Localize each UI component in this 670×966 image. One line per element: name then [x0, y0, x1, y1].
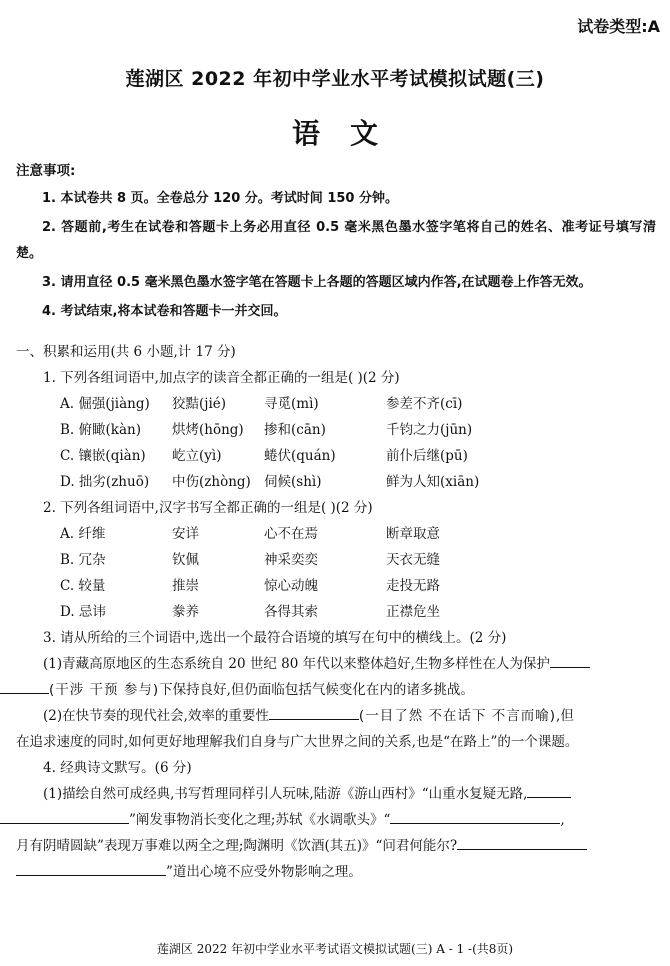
answer-blank[interactable]	[0, 809, 129, 824]
sentence-text: ”道出心境不应受外物影响之理。	[166, 864, 362, 880]
option-cell: 千钧之力(jūn)	[386, 422, 473, 438]
notice-item-4: 4. 考试结束,将本试卷和答题卡一并交回。	[42, 304, 287, 319]
option-cell: 心不在焉	[264, 526, 318, 542]
answer-blank[interactable]	[269, 705, 359, 720]
option-cell: 惊心动魄	[264, 578, 318, 594]
subject-title: 语文	[291, 117, 408, 150]
option-cell: 中伤(zhòng)	[172, 474, 251, 490]
answer-blank[interactable]	[457, 835, 587, 850]
option-row	[60, 443, 656, 469]
option-cell: A. 倔强(jiàng)	[60, 396, 150, 412]
paper-type-label: 试卷类型:A	[577, 17, 660, 36]
question-3	[16, 625, 656, 755]
word-choices: (一目了然 不在话下 不言而喻)	[358, 708, 557, 724]
sentence-text: (2)在快节奏的现代社会,效率的重要性	[43, 708, 269, 724]
option-cell: 钦佩	[172, 552, 199, 568]
option-cell: 安详	[172, 526, 199, 542]
option-cell: B. 俯瞰(kàn)	[60, 422, 141, 438]
answer-blank[interactable]	[550, 653, 590, 668]
question-stem: 3. 请从所给的三个词语中,选出一个最符合语境的填写在句中的横线上。(2 分)	[43, 630, 507, 646]
option-cell: 狡黠(jié)	[172, 396, 227, 412]
option-cell: 各得其索	[264, 604, 318, 620]
option-cell: D. 忌讳	[60, 604, 106, 620]
answer-blank[interactable]	[527, 783, 571, 798]
answer-blank[interactable]	[390, 809, 560, 824]
option-row	[60, 469, 656, 495]
poetry-recitation	[16, 781, 656, 833]
notice-item-1: 1. 本试卷共 8 页。全卷总分 120 分。考试时间 150 分钟。	[42, 191, 398, 206]
poetry-recitation-end	[16, 859, 656, 885]
question-stem: 1. 下列各组词语中,加点字的读音全都正确的一组是( )(2 分)	[43, 370, 400, 386]
option-row	[60, 573, 656, 599]
page-footer: 莲湖区 2022 年初中学业水平考试语文模拟试题(三) A - 1 -(共8页)	[156, 942, 514, 956]
option-cell: C. 镶嵌(qiàn)	[60, 448, 146, 464]
option-cell: 寻觅(mì)	[264, 396, 319, 412]
option-cell: 鲜为人知(xiān)	[386, 474, 480, 490]
option-cell: 豢养	[172, 604, 199, 620]
option-cell: 前仆后继(pū)	[386, 448, 468, 464]
question-4	[16, 755, 656, 885]
answer-blank[interactable]	[16, 861, 166, 876]
section-heading: 一、积累和运用(共 6 小题,计 17 分)	[16, 344, 236, 360]
option-row	[60, 417, 656, 443]
sentence-text: (1)描绘自然可成经典,书写哲理同样引人玩味,陆游《游山西村》“山重水复疑无路,	[43, 786, 528, 802]
option-cell: B. 冗杂	[60, 552, 106, 568]
option-cell: 神采奕奕	[264, 552, 318, 568]
notice-item-3: 3. 请用直径 0.5 毫米黑色墨水签字笔在答题卡上各题的答题区域内作答,在试题卷上作答无效。	[42, 275, 592, 290]
question-2	[16, 495, 656, 625]
question-stem: 2. 下列各组词语中,汉字书写全都正确的一组是( )(2 分)	[43, 500, 373, 516]
option-cell: 屹立(yì)	[172, 448, 222, 464]
sentence-text: ,但	[556, 708, 574, 724]
exam-title: 莲湖区 2022 年初中学业水平考试模拟试题(三)	[125, 68, 545, 90]
option-cell: 推崇	[172, 578, 199, 594]
word-choices: (干涉 干预 参与)	[49, 682, 160, 698]
option-cell: 天衣无缝	[386, 552, 440, 568]
question-1	[16, 365, 656, 495]
option-cell: 掺和(cān)	[264, 422, 326, 438]
option-row	[60, 521, 656, 547]
sentence-text: 月有阴晴圆缺”表现万事难以两全之理;陶渊明《饮酒(其五)》“问君何能尔?	[16, 838, 458, 854]
sentence-text: 下保持良好,但仍面临包括气候变化在内的诸多挑战。	[159, 682, 474, 698]
notice-item-2: 2. 答题前,考生在试卷和答题卡上务必用直径 0.5 毫米黑色墨水签字笔将自己的姓名、准考证号填写清楚。	[16, 220, 656, 261]
option-cell: 正襟危坐	[386, 604, 440, 620]
option-cell: 蜷伏(quán)	[264, 448, 336, 464]
poetry-recitation-continued	[16, 833, 656, 859]
fill-in-sentence-2	[16, 703, 656, 729]
option-cell: 烘烤(hōng)	[172, 422, 244, 438]
option-row	[60, 599, 656, 625]
sentence-text: (1)青藏高原地区的生态系统自 20 世纪 80 年代以来整体趋好,生物多样性在人为保护	[43, 656, 550, 672]
option-cell: 断章取意	[386, 526, 440, 542]
sentence-text: ,	[560, 812, 565, 828]
sentence-continuation: 在追求速度的同时,如何更好地理解我们自身与广大世界之间的关系,也是“在路上”的一个课题。	[16, 734, 579, 750]
option-cell: C. 较量	[60, 578, 106, 594]
option-cell: 参差不齐(cī)	[386, 396, 463, 412]
option-cell: D. 拙劣(zhuō)	[60, 474, 150, 490]
option-cell: A. 纤维	[60, 526, 106, 542]
exam-content	[16, 158, 656, 885]
option-row	[60, 391, 656, 417]
sentence-text: ”阐发事物消长变化之理;苏轼《水调歌头》“	[129, 812, 391, 828]
question-stem: 4. 经典诗文默写。(6 分)	[43, 760, 192, 776]
notice-heading: 注意事项:	[16, 163, 76, 179]
fill-in-sentence-1	[16, 651, 656, 703]
answer-blank[interactable]	[0, 679, 49, 694]
option-row	[60, 547, 656, 573]
option-cell: 走投无路	[386, 578, 440, 594]
option-cell: 伺候(shì)	[264, 474, 322, 490]
